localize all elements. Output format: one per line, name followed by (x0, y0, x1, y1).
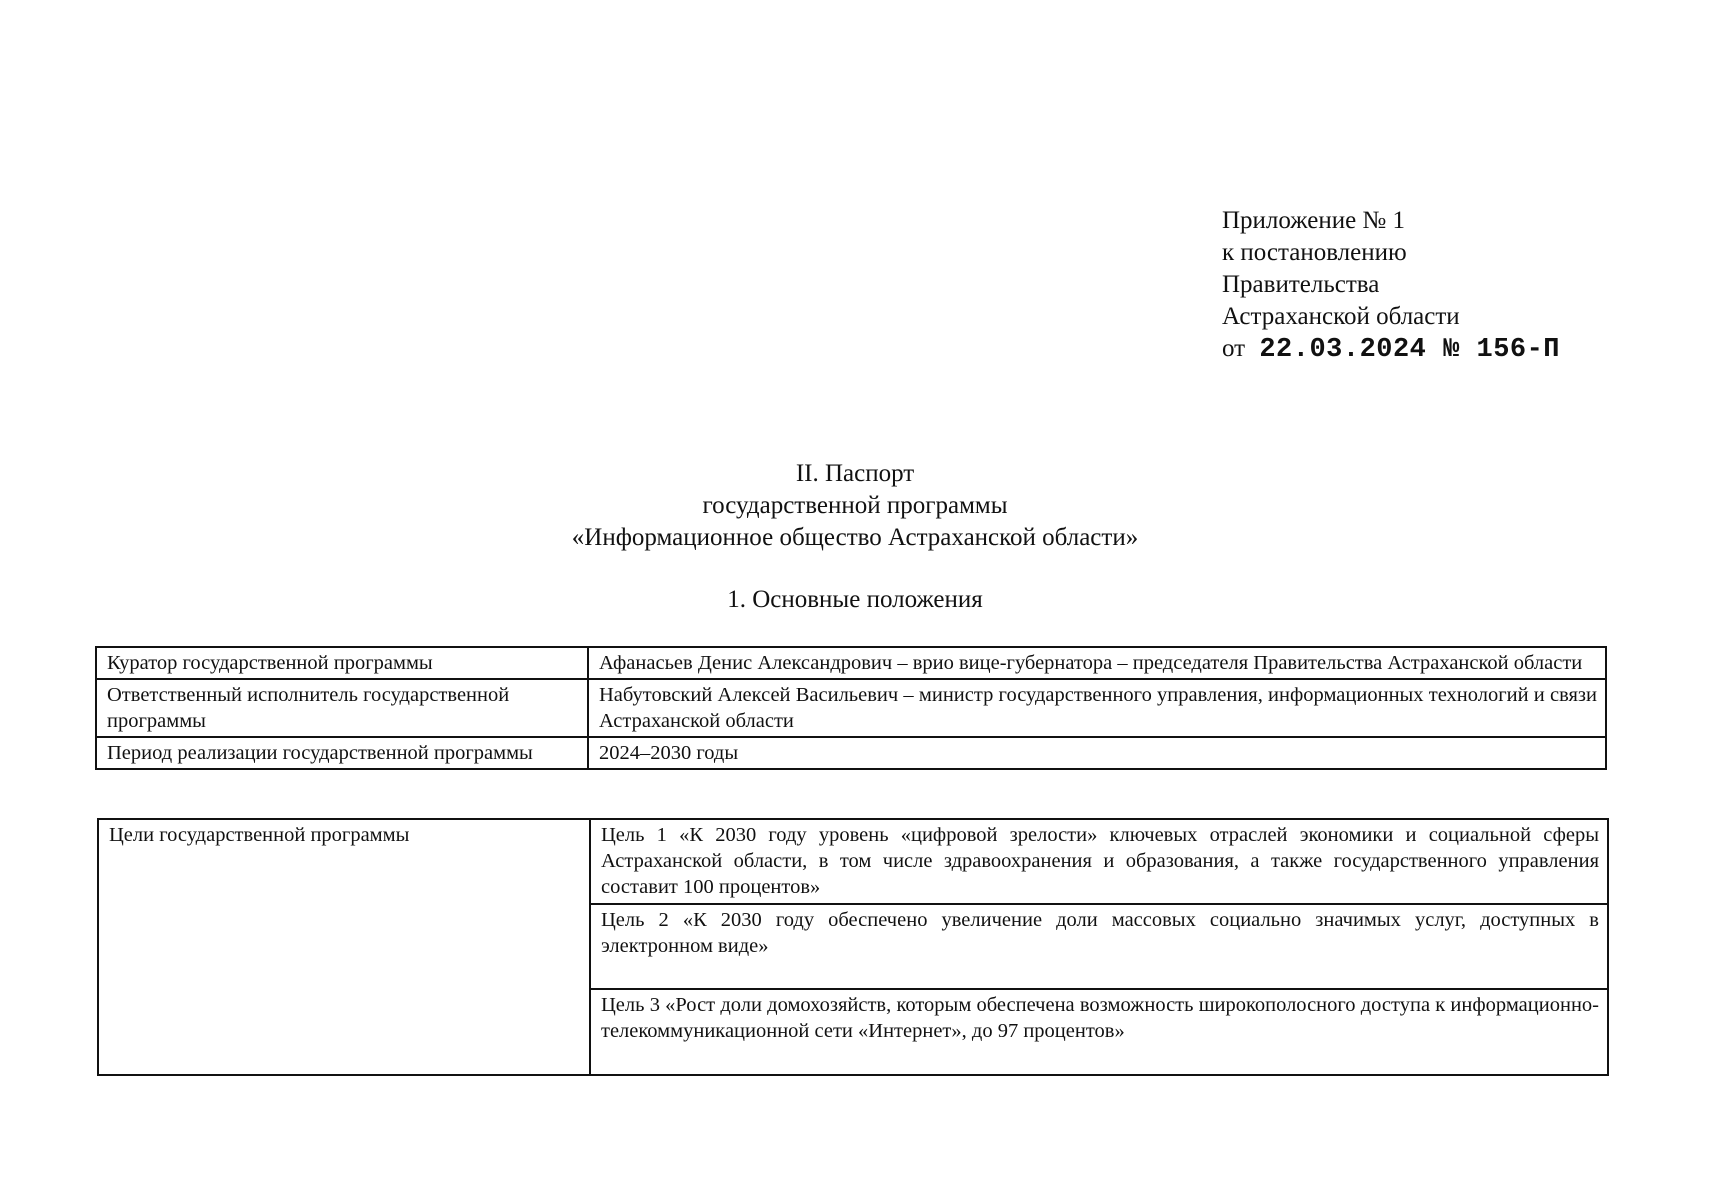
appendix-resolution: к постановлению (1222, 239, 1407, 266)
appendix-government: Правительства (1222, 271, 1380, 298)
goal-item-2: Цель 2 «К 2030 году обеспечено увеличение доли массовых социально значимых услуг, доступных в электронном виде» (590, 904, 1608, 989)
goals-table (97, 818, 1609, 1076)
table-row (98, 819, 1608, 904)
goals-label: Цели государственной программы (98, 819, 590, 1075)
title-program-name: «Информационное общество Астраханской области» (571, 524, 1139, 551)
section-title: 1. Основные положения (727, 586, 983, 613)
row-value-period: 2024–2030 годы (588, 737, 1606, 769)
goal-item-1: Цель 1 «К 2030 году уровень «цифровой зрелости» ключевых отраслей экономики и социальной сферы Астраханской области, в том числе здравоохранения и образования, а также государственного управления составит 100 процентов» (590, 819, 1608, 904)
appendix-date-stamp: 22.03.2024 № 156-П (1259, 335, 1561, 365)
table-row (96, 737, 1606, 769)
row-label-executor: Ответственный исполнитель государственной программы (96, 679, 588, 737)
appendix-date-line (1222, 333, 1560, 366)
title-program: государственной программы (702, 492, 1008, 519)
appendix-header (1222, 205, 1560, 366)
row-value-curator: Афанасьев Денис Александрович – врио вице-губернатора – председателя Правительства Астраханской области (588, 647, 1606, 679)
row-label-curator: Куратор государственной программы (96, 647, 588, 679)
goal-item-3: Цель 3 «Рост доли домохозяйств, которым обеспечена возможность широкополосного доступа к информационно-телекоммуникационной сети «Интернет», до 97 процентов» (590, 989, 1608, 1075)
row-label-period: Период реализации государственной программы (96, 737, 588, 769)
row-value-executor: Набутовский Алексей Васильевич – министр государственного управления, информационных технологий и связи Астраханской области (588, 679, 1606, 737)
table-row (96, 647, 1606, 679)
appendix-from-prefix: от (1222, 335, 1246, 362)
main-provisions-table (95, 646, 1607, 770)
document-title (0, 458, 1710, 554)
appendix-region: Астраханской области (1222, 303, 1460, 330)
title-passport: II. Паспорт (795, 460, 915, 487)
table-row (96, 679, 1606, 737)
appendix-number: Приложение № 1 (1222, 207, 1406, 234)
